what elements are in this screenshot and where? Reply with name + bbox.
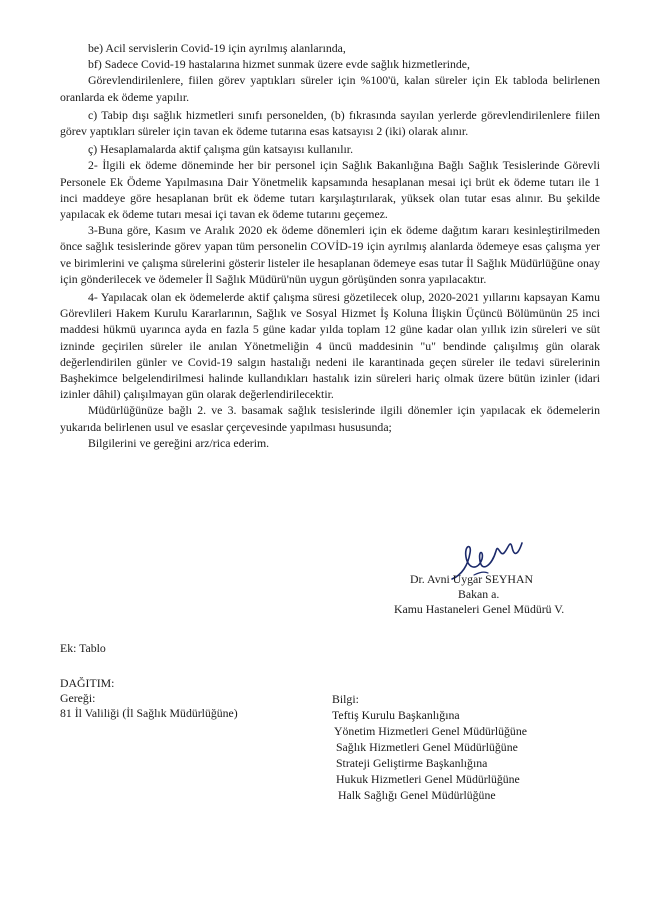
info-item: Yönetim Hizmetleri Genel Müdürlüğüne (334, 724, 527, 738)
info-item: Halk Sağlığı Genel Müdürlüğüne (338, 788, 496, 802)
signatory-role: Kamu Hastaneleri Genel Müdürü V. (394, 602, 565, 616)
action-item: 81 İl Valiliği (İl Sağlık Müdürlüğüne) (60, 706, 238, 720)
distribution-heading: DAĞITIM: (60, 676, 115, 690)
paragraph-request: Müdürlüğünüze bağlı 2. ve 3. basamak sağlık tesislerinde ilgili dönemler için yapılacak ek ödemelerin yukarıda belirlenen usul ve esaslar çerçevesinde yapılması hususunda; (60, 403, 600, 434)
info-item: Hukuk Hizmetleri Genel Müdürlüğüne (336, 772, 520, 786)
letter-body (60, 40, 600, 451)
info-item: Sağlık Hizmetleri Genel Müdürlüğüne (336, 740, 518, 754)
paragraph-c: c) Tabip dışı sağlık hizmetleri sınıfı personelden, (b) fıkrasında sayılan yerlerde görevlendirilenlere fiilen görev yaptıkları süreler için tavan ek ödeme tutarına esas katsayısı 2 (iki) olarak alınır. (60, 107, 600, 139)
paragraph-item-3: 3-Buna göre, Kasım ve Aralık 2020 ek ödeme dönemleri için ek ödeme dağıtım kararı kesinleştirilmeden önce sağlık tesislerinde görev yapan tüm personelin COVİD-19 için ayrılmış alanlarda ödemeye esas çalışma yer ve birimlerini ve çalışma sürelerini gösterir listeler ile hesaplanan ödemeye esas tutar İl Sağlık Müdürlüğüne onay için gönderilecek ve ödemeler İl Sağlık Müdürü'nün uygun görüşünden sonra yapılacaktır. (60, 223, 600, 286)
attachment-note: Ek: Tablo (60, 641, 106, 655)
paragraph-item-2: 2- İlgili ek ödeme döneminde her bir personel için Sağlık Bakanlığına Bağlı Sağlık Tesislerinde Görevli Personele Ek Ödeme Yapılmasına Dair Yönetmelik kapsamında hesaplanan mesai içi brüt ek ödeme tutarı ile 1 inci maddeye göre hesaplanan brüt ek ödeme tutarı karşılaştırılarak, yüksek olan tutar esas alınır. Bu şekilde yapılacak ek ödeme tutarı mesai içi tavan ek ödeme tutarını geçemez. (60, 158, 600, 222)
action-label: Gereği: (60, 691, 96, 705)
info-label: Bilgi: (332, 692, 359, 706)
paragraph-closing: Bilgilerini ve gereğini arz/rica ederim. (88, 435, 270, 450)
paragraph-item-4: 4- Yapılacak olan ek ödemelerde aktif çalışma süresi gözetilecek olup, 2020-2021 yıllarını kapsayan Kamu Görevlileri Hakem Kurulu Kararlarının, Sağlık ve Sosyal Hizmet İş Koluna İlişkin Üçüncü Bölümünün 25 inci maddesi hükmü uyarınca ayda en fazla 5 güne kadar yılda toplam 12 güne kadar olan yıllık izin süreleri ve süt izninde geçirilen süreler ile anılan Yönetmeliğin 4 üncü maddesinin "u" bendinde çalışılmış gün olarak değerlendirilen günler ve Covid-19 salgın hastalığı nedeni ile karantinada geçen süreler ile tedavi sürelerinin Başhekimce belgelendirilmesi halinde kullandıkları hastalık izin süreleri hariç olmak üzere bütün izinler (idari izinler dâhil) çalışılmayan gün olarak değerlendirilecektir. (60, 290, 600, 402)
signature-block (394, 572, 610, 617)
paragraph-payment-rates: Görevlendirilenlere, fiilen görev yaptıkları süreler için %100'ü, kalan süreler için Ek tabloda belirlenen oranlarda ek ödeme yapılır. (60, 73, 600, 104)
paragraph-bf: bf) Sadece Covid-19 hastalarına hizmet sunmak üzere evde sağlık hizmetlerinde, (88, 57, 470, 72)
signatory-name: Dr. Avni Uygar SEYHAN (410, 572, 533, 586)
info-item: Teftiş Kurulu Başkanlığına (332, 708, 460, 722)
paragraph-cedilla: ç) Hesaplamalarda aktif çalışma gün katsayısı kullanılır. (88, 142, 354, 157)
distribution-action (60, 676, 238, 721)
distribution-info (332, 691, 527, 803)
paragraph-be: be) Acil servislerin Covid-19 için ayrılmış alanlarında, (88, 41, 346, 55)
signatory-title: Bakan a. (458, 587, 500, 601)
info-item: Strateji Geliştirme Başkanlığına (336, 756, 488, 770)
